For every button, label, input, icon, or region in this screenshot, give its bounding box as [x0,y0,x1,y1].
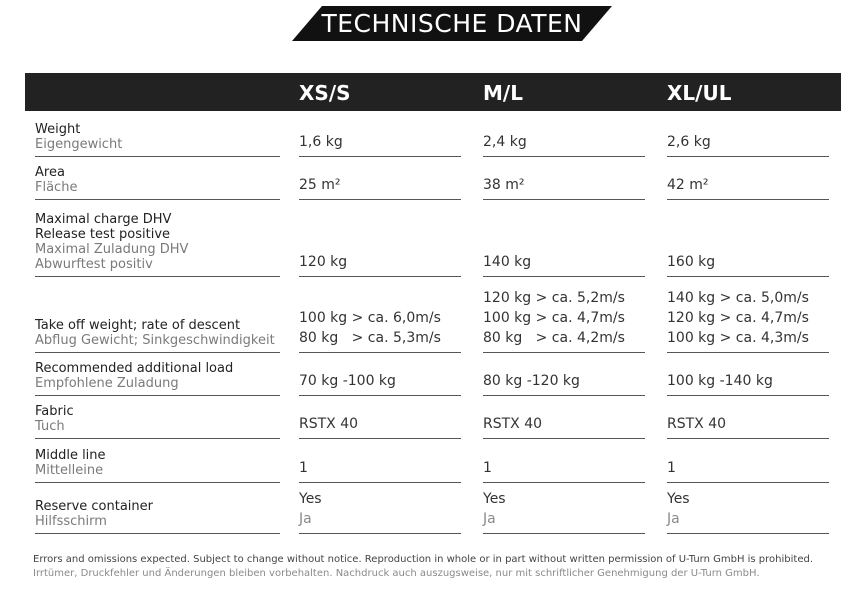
value-text: 1 [667,460,676,476]
value-stack [667,132,711,152]
label-english: Take off weight; rate of descent [35,318,241,333]
value-stack [299,414,358,434]
value-text: 80 kg -120 kg [483,373,580,389]
table-header [25,73,841,111]
value-stack [667,371,773,391]
value-text: 140 kg > ca. 5,0m/s [667,290,809,306]
value-cell-xl-ul [667,443,829,483]
value-stack [299,252,347,272]
value-stack [483,132,527,152]
label-german: Empfohlene Zuladung [35,376,179,391]
value-text: 42 m² [667,177,709,193]
value-cell-xs-s [299,160,461,200]
table-row-takeoff-descent [25,282,841,353]
value-cell-xs-s [299,400,461,439]
label-german: Eigengewicht [35,137,123,152]
value-cell-m-l [483,400,645,439]
value-text: 120 kg > ca. 5,2m/s [483,290,625,306]
value-cell-m-l [483,488,645,534]
value-stack [667,175,709,195]
table-row-reserve-container [25,488,841,534]
value-stack [667,288,809,348]
value-cell-xs-s [299,203,461,277]
value-text: 100 kg -140 kg [667,373,773,389]
value-stack [483,288,625,348]
label-english: Release test positive [35,227,171,242]
column-header-xl-ul: XL/UL [667,81,732,105]
value-cell-m-l [483,282,645,353]
disclaimer [33,553,813,581]
value-text: Ja [667,511,680,527]
value-stack [667,458,676,478]
column-header-xs-s: XS/S [299,81,351,105]
value-stack [483,371,580,391]
value-text: 100 kg > ca. 4,3m/s [667,330,809,346]
value-cell-xl-ul [667,160,829,200]
label-german: Abflug Gewicht; Sinkgeschwindigkeit [35,333,275,348]
label-english: Area [35,165,65,180]
label-english: Fabric [35,404,74,419]
value-stack [483,458,492,478]
value-text: Ja [483,511,496,527]
value-text: 2,6 kg [667,134,711,150]
row-label-stack [35,499,153,529]
row-label [35,488,280,534]
value-stack [483,252,531,272]
value-cell-xl-ul [667,488,829,534]
label-english: Recommended additional load [35,361,234,376]
value-cell-xs-s [299,116,461,157]
value-text: Yes [483,491,506,507]
row-label [35,116,280,157]
table-row-additional-load [25,356,841,396]
value-stack [299,371,396,391]
value-stack [483,414,542,434]
value-cell-xs-s [299,282,461,353]
value-text: 25 m² [299,177,341,193]
table-row-fabric [25,400,841,439]
row-label-stack [35,122,122,152]
title-banner [292,6,612,41]
row-label [35,400,280,439]
value-cell-xl-ul [667,356,829,396]
value-cell-xs-s [299,488,461,534]
label-german: Tuch [35,419,65,434]
value-cell-xl-ul [667,400,829,439]
value-cell-m-l [483,116,645,157]
value-cell-m-l [483,356,645,396]
value-stack [299,175,341,195]
label-english: Maximal charge DHV [35,212,172,227]
label-english: Weight [35,122,81,137]
row-label [35,443,280,483]
value-cell-xs-s [299,356,461,396]
value-cell-xs-s [299,443,461,483]
disclaimer-de: Irrtümer, Druckfehler und Änderungen bleiben vorbehalten. Nachdruck auch auszugsweise, nur mit schriftlicher Genehmigung der U-Turn GmbH. [33,568,760,579]
table-row-weight [25,116,841,157]
value-text: 1 [299,460,308,476]
value-stack [299,308,441,348]
label-english: Reserve container [35,499,153,514]
value-text: Yes [667,491,690,507]
value-text: 2,4 kg [483,134,527,150]
value-text: 120 kg [299,254,348,270]
value-text: 80 kg > ca. 5,3m/s [299,330,441,346]
value-text: 1 [483,460,492,476]
value-text: 70 kg -100 kg [299,373,396,389]
table-row-max-charge [25,203,841,277]
value-text: 1,6 kg [299,134,343,150]
label-german: Maximal Zuladung DHV [35,242,189,257]
label-german: Abwurftest positiv [35,257,153,272]
page-title: TECHNISCHE DATEN [321,9,583,38]
row-label-stack [35,361,233,391]
value-stack [483,175,525,195]
value-text: 80 kg > ca. 4,2m/s [483,330,625,346]
value-text: 100 kg > ca. 4,7m/s [483,310,625,326]
disclaimer-en: Errors and omissions expected. Subject to change without notice. Reproduction in whole or in part without written permission of U-Turn GmbH is prohibited. [33,554,814,565]
row-label [35,282,280,353]
value-text: 160 kg [667,254,716,270]
value-text: 38 m² [483,177,525,193]
value-cell-xl-ul [667,116,829,157]
value-stack [667,252,715,272]
label-german: Mittelleine [35,463,104,478]
value-cell-xl-ul [667,282,829,353]
row-label-stack [35,318,275,348]
value-cell-m-l [483,203,645,277]
value-text: RSTX 40 [483,416,543,432]
label-german: Fläche [35,180,78,195]
value-text: Yes [299,491,322,507]
value-cell-m-l [483,160,645,200]
value-text: 120 kg > ca. 4,7m/s [667,310,809,326]
value-stack [299,132,343,152]
row-label [35,356,280,396]
row-label-stack [35,165,77,195]
label-english: Middle line [35,448,106,463]
table-row-area [25,160,841,200]
value-stack [483,489,506,529]
value-stack [667,489,690,529]
value-text: 100 kg > ca. 6,0m/s [299,310,441,326]
row-label-stack [35,212,188,272]
column-header-m-l: M/L [483,81,523,105]
value-stack [299,489,322,529]
value-cell-m-l [483,443,645,483]
table-row-middle-line [25,443,841,483]
row-label [35,160,280,200]
label-german: Hilfsschirm [35,514,107,529]
row-label-stack [35,404,74,434]
value-text: Ja [299,511,312,527]
value-stack [667,414,726,434]
value-text: 140 kg [483,254,532,270]
value-text: RSTX 40 [299,416,359,432]
value-stack [299,458,308,478]
value-cell-xl-ul [667,203,829,277]
row-label [35,203,280,277]
value-text: RSTX 40 [667,416,727,432]
row-label-stack [35,448,106,478]
